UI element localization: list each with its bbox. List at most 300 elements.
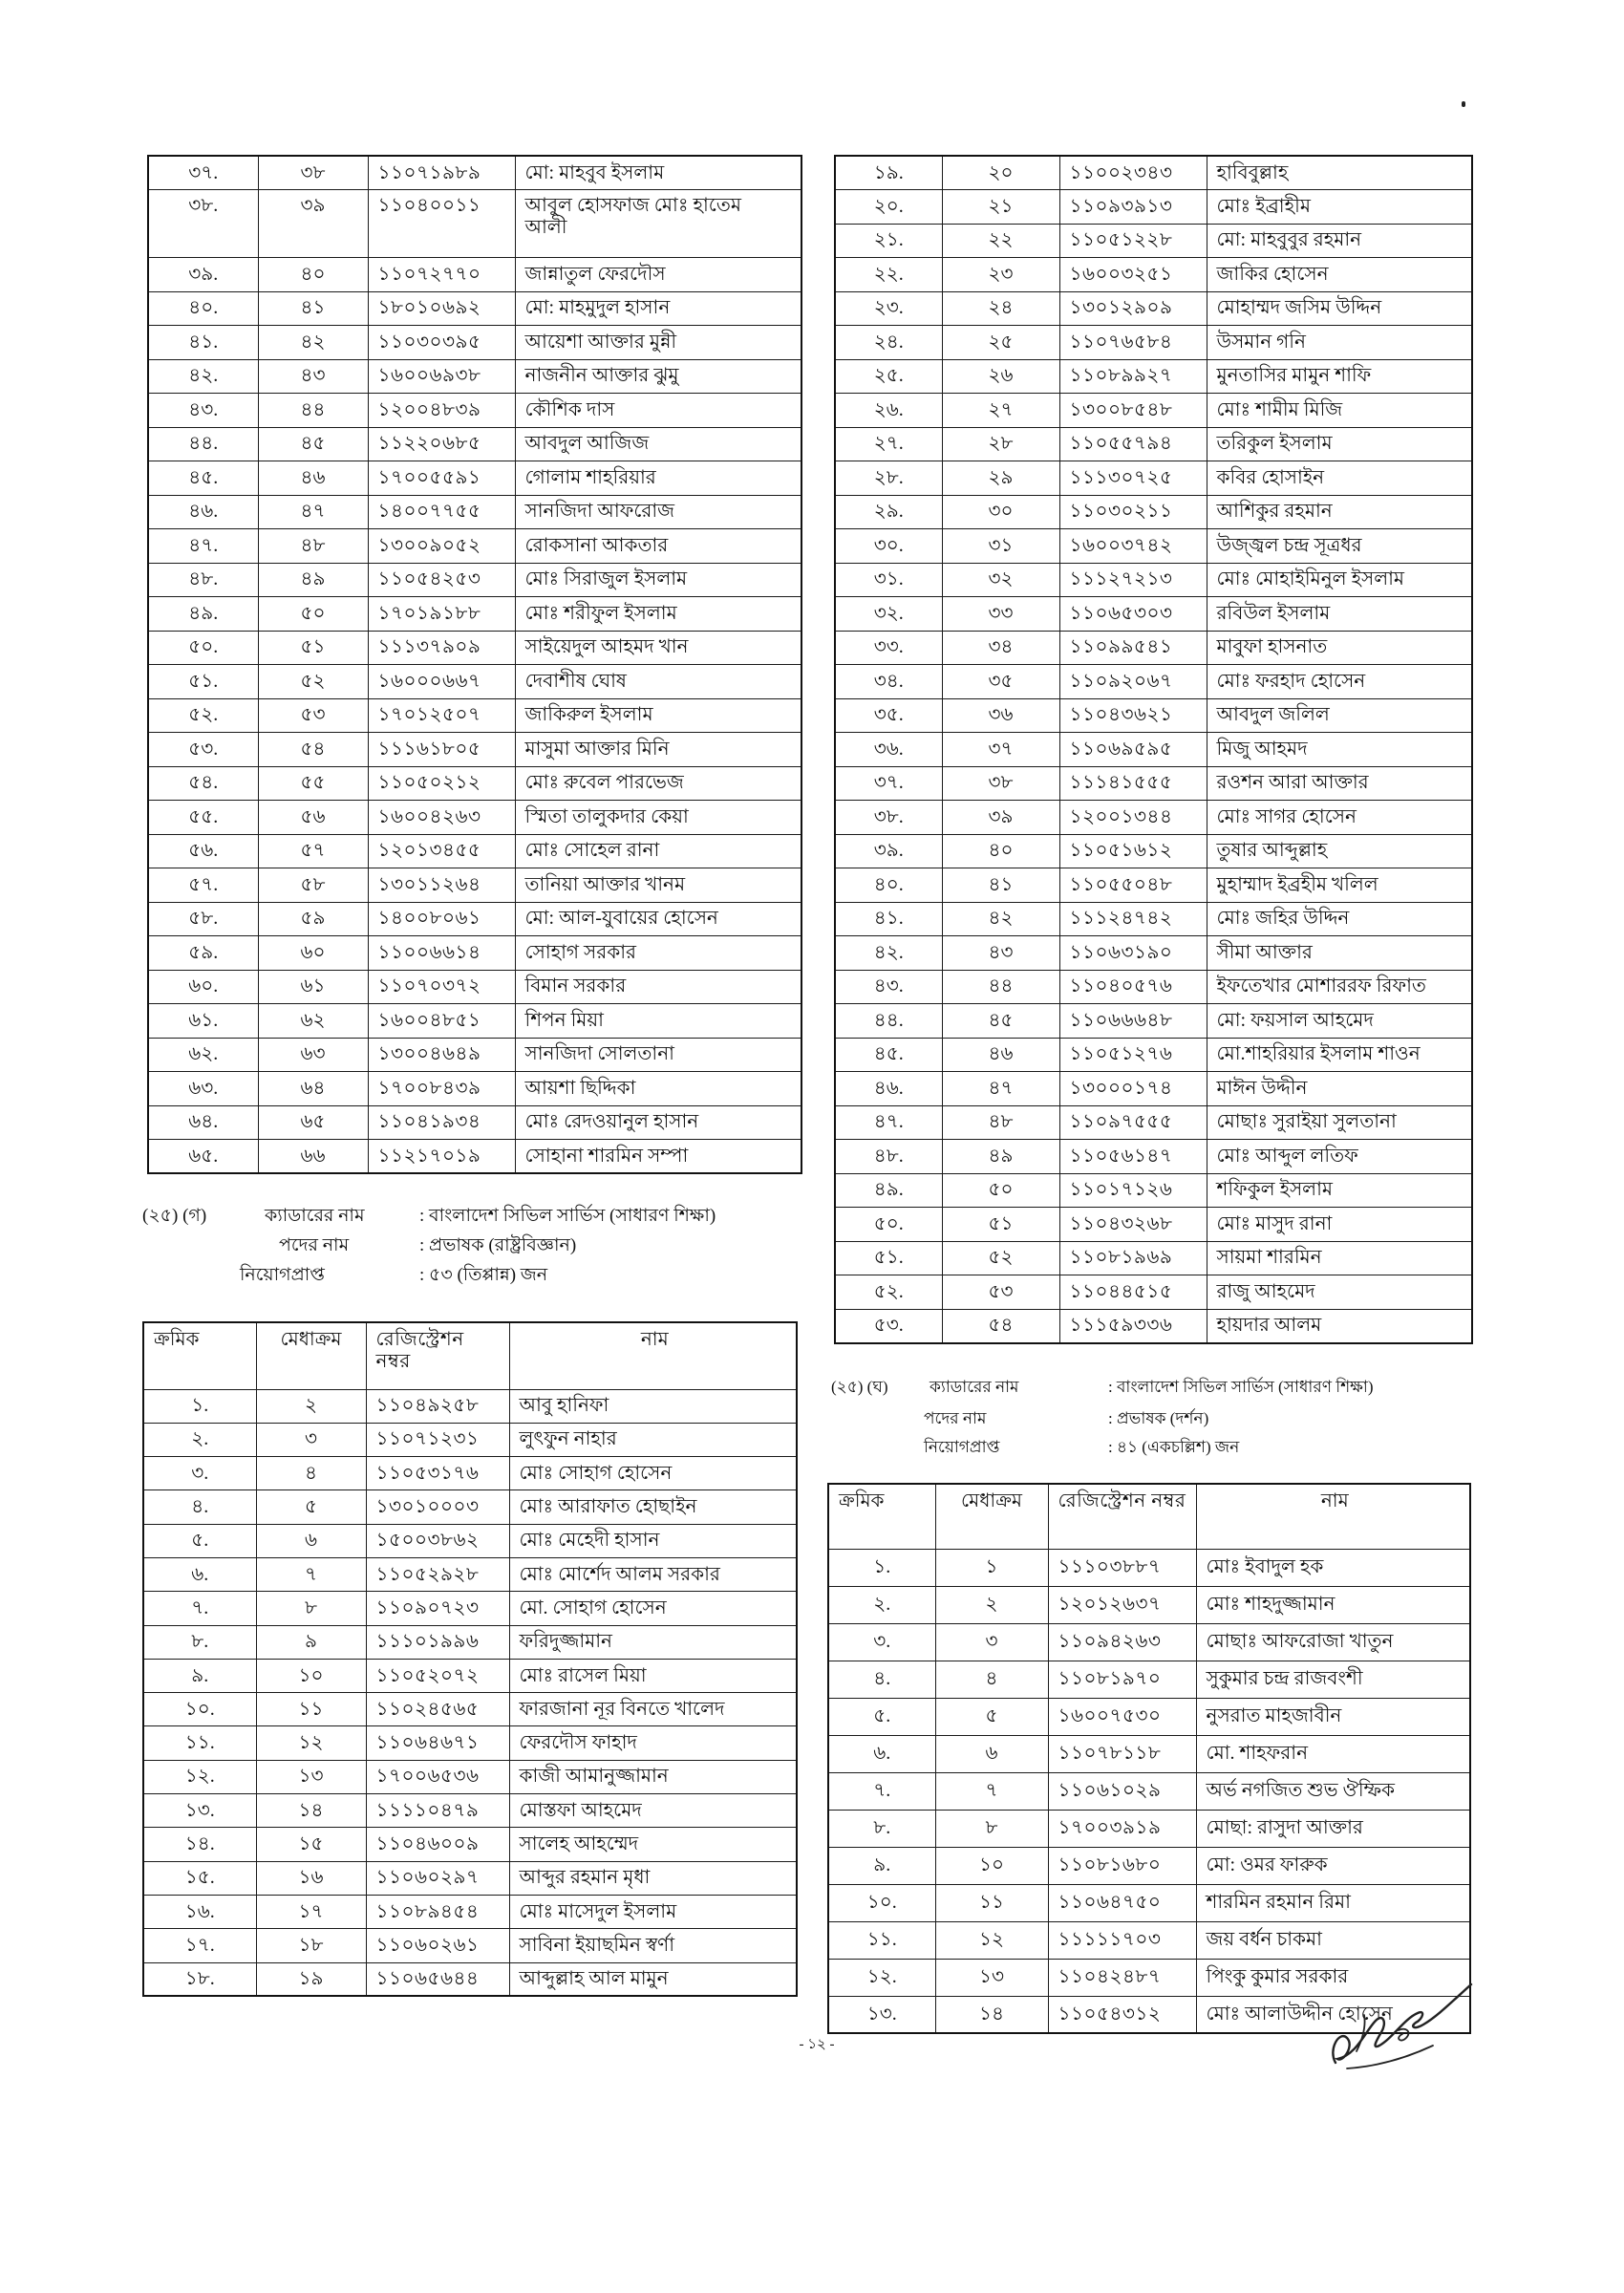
serial-cell: ১৮. (143, 1962, 256, 1996)
name-cell: মো.শাহরিয়ার ইসলাম শাওন (1207, 1038, 1472, 1072)
name-cell: কবির হোসাইন (1207, 461, 1472, 496)
name-cell: সুকুমার চন্দ্র রাজবংশী (1196, 1661, 1470, 1698)
registration-cell: ১১০৮১৯৭০ (1048, 1661, 1196, 1698)
merit-cell: ৫০ (942, 1173, 1059, 1208)
name-cell: জান্নাতুল ফেরদৌস (515, 258, 801, 292)
table-row (148, 258, 801, 292)
table-row (828, 1921, 1470, 1959)
merit-cell: ৪৪ (258, 394, 368, 428)
serial-cell: ৯. (143, 1659, 256, 1692)
serial-cell: ২৯. (835, 495, 942, 529)
table-row (835, 1241, 1472, 1275)
table-row (828, 1698, 1470, 1735)
registration-cell: ১৪০০৭৭৫৫ (368, 495, 515, 529)
registration-cell: ১১০৫১৬১২ (1059, 834, 1207, 868)
table-row (835, 597, 1472, 632)
table-row (828, 1810, 1470, 1847)
merit-cell: ৫৯ (258, 902, 368, 936)
registration-cell: ১৬০০৩২৫১ (1059, 258, 1207, 292)
merit-cell: ৮ (935, 1810, 1048, 1847)
name-cell: মোঃ আলাউদ্দীন হোসেন (1196, 1996, 1470, 2033)
name-cell: সায়মা শারমিন (1207, 1241, 1472, 1275)
merit-cell: ১৩ (256, 1760, 366, 1793)
merit-cell: ২৯ (942, 461, 1059, 496)
name-cell: তরিকুল ইসলাম (1207, 427, 1472, 461)
table-row (148, 359, 801, 394)
registration-cell: ১১১২৪৭৪২ (1059, 902, 1207, 936)
table-row (835, 1208, 1472, 1242)
name-cell: মাসুমা আক্তার মিনি (515, 733, 801, 767)
merit-cell: ৪২ (942, 902, 1059, 936)
merit-cell: ১১ (256, 1693, 366, 1726)
registration-cell: ১১১৩০৭২৫ (1059, 461, 1207, 496)
merit-cell: ২ (256, 1389, 366, 1423)
table-row (835, 1275, 1472, 1310)
name-cell: আবুল হোসফাজ মোঃ হাতেম আলী (515, 190, 801, 258)
merit-cell: ৫৩ (942, 1275, 1059, 1310)
registration-cell: ১১১০৩৮৮৭ (1048, 1549, 1196, 1586)
serial-cell: ৪৪. (835, 1004, 942, 1039)
name-cell: সালেহ আহম্মেদ (509, 1828, 797, 1861)
serial-cell: ২১. (835, 224, 942, 258)
table-row (835, 970, 1472, 1004)
name-cell: রোকসানা আকতার (515, 529, 801, 564)
registration-cell: ১৩০১২৯০৯ (1059, 291, 1207, 326)
table-row (143, 1794, 797, 1828)
merit-cell: ৪ (256, 1457, 366, 1490)
serial-cell: ১৫. (143, 1861, 256, 1895)
serial-cell: ৩৪. (835, 665, 942, 699)
serial-cell: ৩৮. (835, 801, 942, 835)
table-row (148, 394, 801, 428)
table-row (148, 868, 801, 903)
name-cell: পিংকু কুমার সরকার (1196, 1959, 1470, 1996)
serial-cell: ৫৫. (148, 801, 258, 835)
name-cell: রাজু আহমেদ (1207, 1275, 1472, 1310)
merit-cell: ৪৫ (942, 1004, 1059, 1039)
serial-cell: ২৩. (835, 291, 942, 326)
name-cell: কৌশিক দাস (515, 394, 801, 428)
merit-cell: ৪০ (942, 834, 1059, 868)
name-cell: আশিকুর রহমান (1207, 495, 1472, 529)
name-cell: আবদুল আজিজ (515, 427, 801, 461)
merit-cell: ৫২ (258, 665, 368, 699)
table-row (143, 1389, 797, 1423)
serial-cell: ৬১. (148, 1004, 258, 1039)
table-row (148, 597, 801, 632)
table-row (148, 698, 801, 733)
table-row (835, 631, 1472, 665)
name-cell: মোঃ মাসুদ রানা (1207, 1208, 1472, 1242)
name-cell: মো: মাহবুব ইসলাম (515, 156, 801, 190)
serial-cell: ১. (828, 1549, 935, 1586)
registration-cell: ১৭০১২৫০৭ (368, 698, 515, 733)
registration-cell: ১১০৭৬৫৮৪ (1059, 326, 1207, 360)
section-ga-appointed-value: : ৫৩ (তিপ্পান্ন) জন (419, 1265, 548, 1285)
name-cell: বিমান সরকার (515, 970, 801, 1004)
name-cell: মোঃ আব্দুল লতিফ (1207, 1140, 1472, 1174)
table-row (835, 291, 1472, 326)
name-cell: সোহানা শারমিন সম্পা (515, 1140, 801, 1174)
name-cell: মোঃ শামীম মিজি (1207, 394, 1472, 428)
table-row (835, 326, 1472, 360)
name-cell: ফেরদৌস ফাহাদ (509, 1726, 797, 1760)
registration-cell: ১১০৬৫৬৪৪ (366, 1962, 509, 1996)
registration-cell: ১২০০৪৮৩৯ (368, 394, 515, 428)
merit-header: মেধাক্রম (935, 1484, 1048, 1549)
name-cell: আব্দুল্লাহ আল মামুন (509, 1962, 797, 1996)
name-cell: মো. শাহফরান (1196, 1735, 1470, 1772)
name-cell: সানজিদা আফরোজ (515, 495, 801, 529)
merit-cell: ২৩ (942, 258, 1059, 292)
table-row (143, 1524, 797, 1557)
section-gha-appointed-label: নিয়োগপ্রাপ্ত (924, 1438, 1000, 1456)
section-ga-post-label: পদের নাম (279, 1235, 350, 1255)
merit-cell: ৩৭ (942, 733, 1059, 767)
name-cell: মাবুফা হাসনাত (1207, 631, 1472, 665)
serial-cell: ৮. (143, 1625, 256, 1659)
registration-cell: ১১০৭১২৩১ (366, 1423, 509, 1456)
merit-cell: ৬০ (258, 936, 368, 971)
serial-cell: ৪২. (835, 936, 942, 971)
name-cell: হাবিবুল্লাহ (1207, 156, 1472, 190)
merit-cell: ১৭ (256, 1895, 366, 1928)
serial-cell: ৩৮. (148, 190, 258, 258)
serial-cell: ৩৭. (148, 156, 258, 190)
merit-cell: ৫০ (258, 597, 368, 632)
registration-cell: ১১০৭০৩৭২ (368, 970, 515, 1004)
registration-cell: ১৬০০৪৮৫১ (368, 1004, 515, 1039)
merit-cell: ৪৬ (942, 1038, 1059, 1072)
name-cell: জয় বর্ধন চাকমা (1196, 1921, 1470, 1959)
merit-cell: ১৪ (935, 1996, 1048, 2033)
table-row (143, 1625, 797, 1659)
name-cell: মুহাম্মাদ ইব্রহীম খলিল (1207, 868, 1472, 903)
section-gha-post-value: : প্রভাষক (দর্শন) (1108, 1409, 1209, 1427)
merit-cell: ৬২ (258, 1004, 368, 1039)
name-cell: মোঃ ইবাদুল হক (1196, 1549, 1470, 1586)
merit-cell: ২২ (942, 224, 1059, 258)
name-cell: ফরিদুজ্জামান (509, 1625, 797, 1659)
registration-cell: ১১০৬৫৩০৩ (1059, 597, 1207, 632)
merit-cell: ৪৮ (942, 1105, 1059, 1140)
table-row (148, 801, 801, 835)
table-row (148, 495, 801, 529)
name-cell: মো: মাহমুদুল হাসান (515, 291, 801, 326)
merit-cell: ৪৬ (258, 461, 368, 496)
registration-cell: ১১০৬৩১৯০ (1059, 936, 1207, 971)
merit-cell: ৮ (256, 1592, 366, 1625)
merit-cell: ৫৩ (258, 698, 368, 733)
serial-cell: ২. (143, 1423, 256, 1456)
registration-cell: ১১০৬৪৭৫০ (1048, 1884, 1196, 1921)
registration-cell: ১২০১৩৪৫৫ (368, 834, 515, 868)
merit-cell: ১৫ (256, 1828, 366, 1861)
serial-cell: ৩১. (835, 563, 942, 597)
merit-cell: ৩ (935, 1623, 1048, 1661)
registration-cell: ১১০৫১২৭৬ (1059, 1038, 1207, 1072)
table-row (148, 1072, 801, 1106)
registration-cell: ১৭০০৬৫৩৬ (366, 1760, 509, 1793)
table-row (148, 1105, 801, 1140)
name-cell: উজ্জ্বল চন্দ্র সূত্রধর (1207, 529, 1472, 564)
registration-cell: ১১০২৪৫৬৫ (366, 1693, 509, 1726)
table-row (828, 1772, 1470, 1810)
registration-cell: ১১০৯৭৫৫৫ (1059, 1105, 1207, 1140)
merit-cell: ১২ (256, 1726, 366, 1760)
merit-cell: ২০ (942, 156, 1059, 190)
table-row (835, 766, 1472, 801)
table-row (835, 733, 1472, 767)
table-row (828, 1623, 1470, 1661)
merit-cell: ৫৬ (258, 801, 368, 835)
serial-cell: ৫৭. (148, 868, 258, 903)
registration-cell: ১১০৬১০২৯ (1048, 1772, 1196, 1810)
registration-cell: ১৩০০৯০৫২ (368, 529, 515, 564)
registration-cell: ১১০৬৬৬৪৮ (1059, 1004, 1207, 1039)
name-cell: মোঃ জহির উদ্দিন (1207, 902, 1472, 936)
serial-cell: ১০. (828, 1884, 935, 1921)
registration-cell: ১১১৩৭৯০৯ (368, 631, 515, 665)
table-row (143, 1659, 797, 1692)
merit-cell: ৩০ (942, 495, 1059, 529)
table-row (148, 631, 801, 665)
merit-cell: ৪৩ (258, 359, 368, 394)
serial-cell: ১০. (143, 1693, 256, 1726)
name-cell: মো: ওমর ফারুক (1196, 1847, 1470, 1884)
table-row (835, 1309, 1472, 1343)
serial-cell: ৫৮. (148, 902, 258, 936)
merit-cell: ২ (935, 1586, 1048, 1623)
name-cell: সানজিদা সোলতানা (515, 1038, 801, 1072)
registration-cell: ১৩০০৪৬৪৯ (368, 1038, 515, 1072)
serial-cell: ৩২. (835, 597, 942, 632)
section-gha-cadre-value: : বাংলাদেশ সিভিল সার্ভিস (সাধারণ শিক্ষা) (1108, 1378, 1374, 1396)
table-row (148, 970, 801, 1004)
serial-cell: ৩০. (835, 529, 942, 564)
merit-cell: ৪৯ (258, 563, 368, 597)
serial-cell: ৫. (828, 1698, 935, 1735)
merit-cell: ৪৭ (258, 495, 368, 529)
name-cell: আয়শা ছিদ্দিকা (515, 1072, 801, 1106)
serial-cell: ২২. (835, 258, 942, 292)
serial-cell: ৫১. (148, 665, 258, 699)
serial-cell: ৩৭. (835, 766, 942, 801)
registration-cell: ১১০৫২৯২৮ (366, 1557, 509, 1591)
section-gha-cadre-label: ক্যাডারের নাম (930, 1378, 1019, 1396)
table-row (835, 902, 1472, 936)
merit-cell: ২১ (942, 190, 1059, 225)
table-row (148, 1038, 801, 1072)
serial-cell: ৩. (143, 1457, 256, 1490)
table-row (143, 1895, 797, 1928)
name-cell: মোঃ মাসেদুল ইসলাম (509, 1895, 797, 1928)
registration-cell: ১১২১৭০১৯ (368, 1140, 515, 1174)
name-cell: জাকির হোসেন (1207, 258, 1472, 292)
name-cell: তুষার আব্দুল্লাহ (1207, 834, 1472, 868)
name-cell: মোঃ সোহাগ হোসেন (509, 1457, 797, 1490)
merit-cell: ১০ (256, 1659, 366, 1692)
serial-cell: ২০. (835, 190, 942, 225)
serial-cell: ৪৭. (835, 1105, 942, 1140)
name-cell: স্মিতা তালুকদার কেয়া (515, 801, 801, 835)
table-row (143, 1423, 797, 1456)
serial-cell: ৩৯. (148, 258, 258, 292)
section-ga-post-value: : প্রভাষক (রাষ্ট্রবিজ্ঞান) (419, 1235, 577, 1255)
table-row (828, 1661, 1470, 1698)
registration-cell: ১১০৭১৯৮৯ (368, 156, 515, 190)
registration-cell: ১১০৪১৯৩৪ (368, 1105, 515, 1140)
serial-cell: ৫১. (835, 1241, 942, 1275)
registration-cell: ১১০৩০২১১ (1059, 495, 1207, 529)
name-cell: সীমা আক্তার (1207, 936, 1472, 971)
serial-cell: ৩৯. (835, 834, 942, 868)
merit-cell: ৯ (256, 1625, 366, 1659)
name-cell: মোঃ রাসেল মিয়া (509, 1659, 797, 1692)
merit-cell: ৩৯ (258, 190, 368, 258)
merit-cell: ৪৯ (942, 1140, 1059, 1174)
page-number: - ১২ - (799, 2037, 835, 2052)
registration-cell: ১৭০১৯১৮৮ (368, 597, 515, 632)
name-cell: মোঃ মেহেদী হাসান (509, 1524, 797, 1557)
table-header-row (143, 1322, 797, 1389)
registration-cell: ১৩০০৮৫৪৮ (1059, 394, 1207, 428)
name-cell: আবদুল জলিল (1207, 698, 1472, 733)
table-row (148, 326, 801, 360)
name-cell: আব্দুর রহমান মৃধা (509, 1861, 797, 1895)
merit-cell: ৪০ (258, 258, 368, 292)
serial-cell: ৩৫. (835, 698, 942, 733)
serial-cell: ৪৩. (148, 394, 258, 428)
serial-cell: ৫০. (835, 1208, 942, 1242)
name-cell: মোঃ সাগর হোসেন (1207, 801, 1472, 835)
table-row (143, 1760, 797, 1793)
merit-cell: ৫ (256, 1490, 366, 1524)
serial-cell: ৬. (828, 1735, 935, 1772)
table-row (148, 461, 801, 496)
merit-cell: ৫৭ (258, 834, 368, 868)
serial-cell: ৪১. (148, 326, 258, 360)
registration-cell: ১১১১১৭০৩ (1048, 1921, 1196, 1959)
name-cell: মো: আল-যুবায়ের হোসেন (515, 902, 801, 936)
merit-cell: ১৬ (256, 1861, 366, 1895)
table-row (835, 801, 1472, 835)
merit-cell: ২৮ (942, 427, 1059, 461)
table-row (148, 190, 801, 258)
section-ga-cadre-label: ক্যাডারের নাম (265, 1206, 365, 1226)
registration-cell: ১১০৫১২২৮ (1059, 224, 1207, 258)
merit-cell: ২৪ (942, 291, 1059, 326)
table-row (143, 1457, 797, 1490)
table-row (143, 1557, 797, 1591)
name-cell: মোঃ সোহেল রানা (515, 834, 801, 868)
scan-mark (1462, 101, 1465, 107)
registration-cell: ১৭০০৩৯১৯ (1048, 1810, 1196, 1847)
merit-cell: ৩৫ (942, 665, 1059, 699)
name-cell: শারমিন রহমান রিমা (1196, 1884, 1470, 1921)
registration-cell: ১১২২০৬৮৫ (368, 427, 515, 461)
name-cell: মোছাঃ আফরোজা খাতুন (1196, 1623, 1470, 1661)
registration-cell: ১১০৫৫০৪৮ (1059, 868, 1207, 903)
serial-cell: ৩. (828, 1623, 935, 1661)
signature (1318, 1963, 1481, 2078)
serial-cell: ৬০. (148, 970, 258, 1004)
registration-cell: ১১০৪০০১১ (368, 190, 515, 258)
merit-cell: ৪১ (942, 868, 1059, 903)
registration-cell: ১৬০০০৬৬৭ (368, 665, 515, 699)
serial-cell: ৪২. (148, 359, 258, 394)
serial-cell: ৪. (143, 1490, 256, 1524)
merit-cell: ২৭ (942, 394, 1059, 428)
registration-cell: ১৬০০৭৫৩০ (1048, 1698, 1196, 1735)
merit-cell: ৩৩ (942, 597, 1059, 632)
serial-cell: ৫২. (148, 698, 258, 733)
merit-cell: ৪২ (258, 326, 368, 360)
name-header: নাম (1196, 1484, 1470, 1549)
table-row (148, 902, 801, 936)
name-cell: মোস্তফা আহমেদ (509, 1794, 797, 1828)
name-cell: মাঈন উদ্দীন (1207, 1072, 1472, 1106)
serial-cell: ৬৫. (148, 1140, 258, 1174)
serial-cell: ৪০. (148, 291, 258, 326)
name-cell: ফারজানা নূর বিনতে খালেদ (509, 1693, 797, 1726)
name-cell: মোঃ ফরহাদ হোসেন (1207, 665, 1472, 699)
registration-cell: ১১০৪২৪৮৭ (1048, 1959, 1196, 1996)
merit-cell: ৪৪ (942, 970, 1059, 1004)
serial-cell: ৫৩. (148, 733, 258, 767)
serial-cell: ৪৯. (835, 1173, 942, 1208)
serial-header: ক্রমিক (828, 1484, 935, 1549)
name-cell: নাজনীন আক্তার ঝুমু (515, 359, 801, 394)
serial-cell: ৬৩. (148, 1072, 258, 1106)
registration-cell: ১১১১০৪৭৯ (366, 1794, 509, 1828)
registration-cell: ১১০৪৩২৬৮ (1059, 1208, 1207, 1242)
registration-cell: ১১০৬০২৬১ (366, 1929, 509, 1962)
table-row (148, 291, 801, 326)
merit-list-table-right-continued (834, 155, 1473, 1344)
name-cell: নুসরাত মাহজাবীন (1196, 1698, 1470, 1735)
serial-cell: ৫৪. (148, 766, 258, 801)
table-row (143, 1962, 797, 1996)
name-cell: মোঃ মোহাইমিনুল ইসলাম (1207, 563, 1472, 597)
name-cell: ইফতেখার মোশাররফ রিফাত (1207, 970, 1472, 1004)
serial-cell: ১১. (828, 1921, 935, 1959)
table-row (148, 563, 801, 597)
merit-cell: ৬ (935, 1735, 1048, 1772)
merit-cell: ৩৮ (258, 156, 368, 190)
registration-cell: ১৮০১০৬৯২ (368, 291, 515, 326)
name-cell: মোঃ রেদওয়ানুল হাসান (515, 1105, 801, 1140)
registration-cell: ১১০৪৯২৫৮ (366, 1389, 509, 1423)
section-gha-label: (২৫) (ঘ) (831, 1378, 888, 1396)
table-row (143, 1490, 797, 1524)
merit-cell: ৪৭ (942, 1072, 1059, 1106)
name-cell: শিপন মিয়া (515, 1004, 801, 1039)
merit-cell: ৫ (935, 1698, 1048, 1735)
table-row (835, 936, 1472, 971)
merit-list-table-political-science (142, 1321, 798, 1997)
merit-cell: ৫২ (942, 1241, 1059, 1275)
merit-cell: ৭ (935, 1772, 1048, 1810)
merit-cell: ৩৮ (942, 766, 1059, 801)
serial-cell: ৫৯. (148, 936, 258, 971)
table-row (835, 1038, 1472, 1072)
table-row (148, 665, 801, 699)
table-row (143, 1828, 797, 1861)
name-cell: গোলাম শাহরিয়ার (515, 461, 801, 496)
merit-cell: ৫১ (258, 631, 368, 665)
merit-header: মেধাক্রম (256, 1322, 366, 1389)
